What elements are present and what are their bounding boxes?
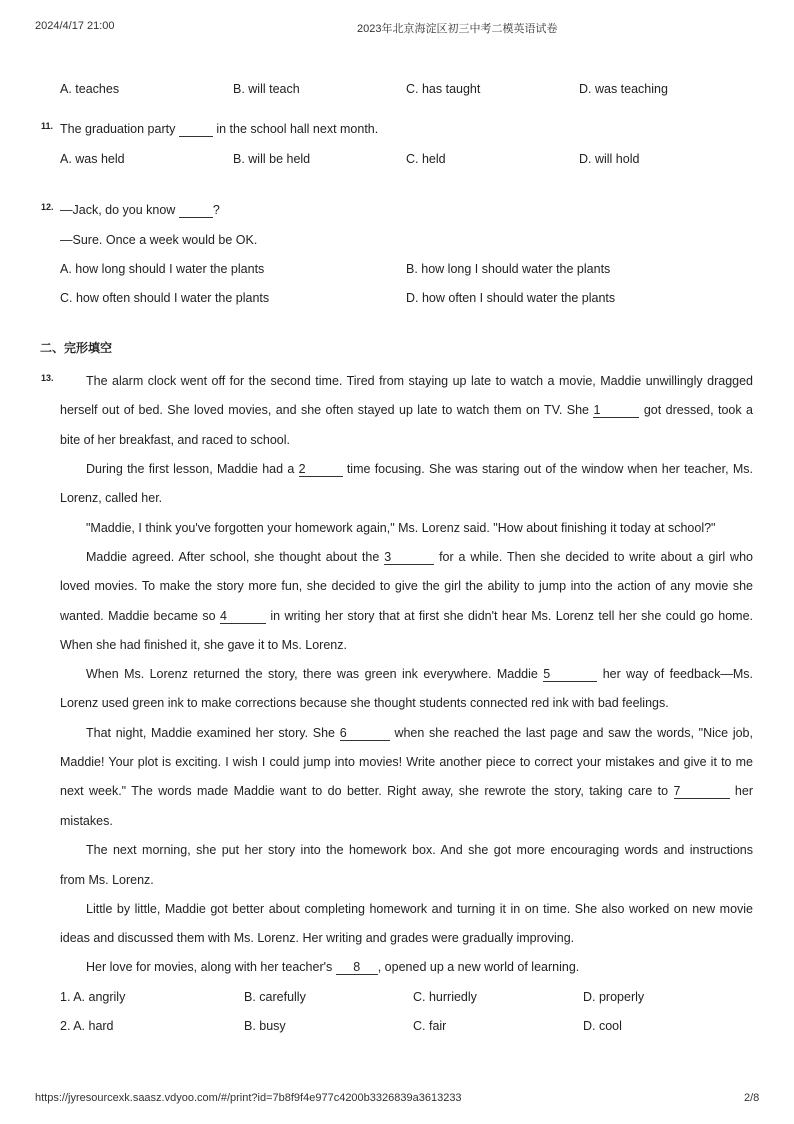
passage-text: when she reached the last page and saw the words, "Nice job, <box>394 726 753 740</box>
passage-p2-line2: Lorenz, called her. <box>60 491 163 505</box>
choice-1-b: B. carefully <box>244 990 306 1004</box>
q12-options-ab <box>60 262 760 280</box>
blank-3: 3 <box>384 551 434 565</box>
q10-options <box>60 82 760 100</box>
passage-text: That night, Maddie examined her story. She <box>86 726 335 740</box>
passage-p5-line2: Lorenz used green ink to make corrections because she thought students connected red ink with bad feelings. <box>60 696 669 710</box>
q11-stem-after: in the school hall next month. <box>216 122 379 136</box>
passage-p1-line3: bite of her breakfast, and raced to school. <box>60 433 290 447</box>
passage-text: , opened up a new world of learning. <box>377 960 580 974</box>
passage-text: herself out of bed. She loved movies, and she often stayed up late to watch them on TV. She <box>60 403 590 417</box>
passage-p6-line1 <box>86 726 753 744</box>
passage-p3-line1: "Maddie, I think you've forgotten your homework again," Ms. Lorenz said. "How about finishing it today at school?" <box>86 521 716 535</box>
q11-option-c: C. held <box>406 152 446 166</box>
passage-p6-line4: mistakes. <box>60 814 113 828</box>
choice-2-a: 2. A. hard <box>60 1019 114 1033</box>
page-number: 2/8 <box>744 1092 760 1104</box>
q12-option-a: A. how long should I water the plants <box>60 262 265 276</box>
passage-p4-line3 <box>60 609 753 627</box>
print-datetime: 2024/4/17 21:00 <box>35 20 115 32</box>
q12-blank <box>179 204 213 218</box>
choice-2-b: B. busy <box>244 1019 286 1033</box>
choice-1-d: D. properly <box>583 990 645 1004</box>
q12-option-c: C. how often should I water the plants <box>60 291 270 305</box>
choice-1-a: 1. A. angrily <box>60 990 126 1004</box>
passage-p7-line1: The next morning, she put her story into the homework box. And she got more encouraging words and instructions <box>86 843 753 857</box>
q12-line1-before: —Jack, do you know <box>60 203 176 217</box>
q11-stem-before: The graduation party <box>60 122 176 136</box>
blank-7: 7 <box>674 785 730 799</box>
q12-line2: —Sure. Once a week would be OK. <box>60 233 258 247</box>
q12-option-b: B. how long I should water the plants <box>406 262 611 276</box>
choice-2-d: D. cool <box>583 1019 622 1033</box>
passage-text: got dressed, took a <box>643 403 753 417</box>
choice-2-c: C. fair <box>413 1019 447 1033</box>
passage-p1-line2 <box>60 403 753 421</box>
q12-line1-after: ? <box>212 203 220 217</box>
blank-6: 6 <box>340 727 390 741</box>
blank-5: 5 <box>543 668 597 682</box>
q12-option-d: D. how often I should water the plants <box>406 291 616 305</box>
q10-option-d: D. was teaching <box>579 82 668 96</box>
passage-p1-line1: The alarm clock went off for the second time. Tired from staying up late to watch a movie, Maddie unwillingly dragged <box>86 374 753 388</box>
passage-text: Her love for movies, along with her teacher's <box>86 960 333 974</box>
choice-row-2 <box>60 1019 760 1037</box>
choice-row-1 <box>60 990 760 1008</box>
passage-text: her way of feedback—Ms. <box>602 667 754 681</box>
passage-p6-line2: Maddie! Your plot is exciting. I wish I could jump into movies! Write another piece to correct your mistakes and give it to me <box>60 755 753 769</box>
q11-option-d: D. will hold <box>579 152 640 166</box>
blank-1: 1 <box>593 404 639 418</box>
blank-2: 2 <box>299 463 343 477</box>
q11-options <box>60 152 760 170</box>
choice-1-c: C. hurriedly <box>413 990 477 1004</box>
passage-p4-line2: loved movies. To make the story more fun, she decided to give the girl the ability to jump into the action of any movie she <box>60 579 753 593</box>
passage-p8-line2: ideas and discussed them with Ms. Lorenz. Her writing and grades were gradually improving. <box>60 931 575 945</box>
passage-text: Maddie agreed. After school, she thought about the <box>86 550 380 564</box>
passage-p5-line1 <box>86 667 753 685</box>
passage-text: When Ms. Lorenz returned the story, there was green ink everywhere. Maddie <box>86 667 538 681</box>
q10-option-b: B. will teach <box>233 82 300 96</box>
passage-p9-line1 <box>86 960 753 978</box>
blank-4: 4 <box>220 610 266 624</box>
passage-p4-line4: When she had finished it, she gave it to Ms. Lorenz. <box>60 638 347 652</box>
q11-option-a: A. was held <box>60 152 125 166</box>
passage-text: for a while. Then she decided to write about a girl who <box>439 550 753 564</box>
passage-p2-line1 <box>86 462 753 480</box>
q11-stem <box>60 122 760 140</box>
passage-text: During the first lesson, Maddie had a <box>86 462 295 476</box>
q12-options-cd <box>60 291 760 309</box>
passage-text: wanted. Maddie became so <box>60 609 216 623</box>
passage-text: in writing her story that at first she didn't hear Ms. Lorenz tell her she could go home. <box>270 609 753 623</box>
passage-text: next week." The words made Maddie want to do better. Right away, she rewrote the story, taking care to <box>60 784 669 798</box>
passage-text: her <box>734 784 753 798</box>
q13-number: 13. <box>41 373 54 383</box>
q11-blank <box>179 123 213 137</box>
page-title: 2023年北京海淀区初三中考二模英语试卷 <box>357 23 558 35</box>
q12-number: 12. <box>41 202 54 212</box>
passage-p8-line1: Little by little, Maddie got better about completing homework and turning it in on time. She also worked on new movie <box>86 902 753 916</box>
passage-p4-line1 <box>86 550 753 568</box>
passage-p6-line3 <box>60 784 753 802</box>
footer-url[interactable]: https://jyresourcexk.saasz.vdyoo.com/#/print?id=7b8f9f4e977c4200b3326839a3613233 <box>35 1092 462 1104</box>
q10-option-c: C. has taught <box>406 82 481 96</box>
q11-number: 11. <box>41 121 54 131</box>
q11-option-b: B. will be held <box>233 152 311 166</box>
q12-line1 <box>60 203 760 221</box>
passage-p7-line2: from Ms. Lorenz. <box>60 873 154 887</box>
blank-8: 8 <box>336 961 378 975</box>
q10-option-a: A. teaches <box>60 82 120 96</box>
section-title: 二、完形填空 <box>40 341 113 355</box>
passage-text: time focusing. She was staring out of the window when her teacher, Ms. <box>346 462 753 476</box>
